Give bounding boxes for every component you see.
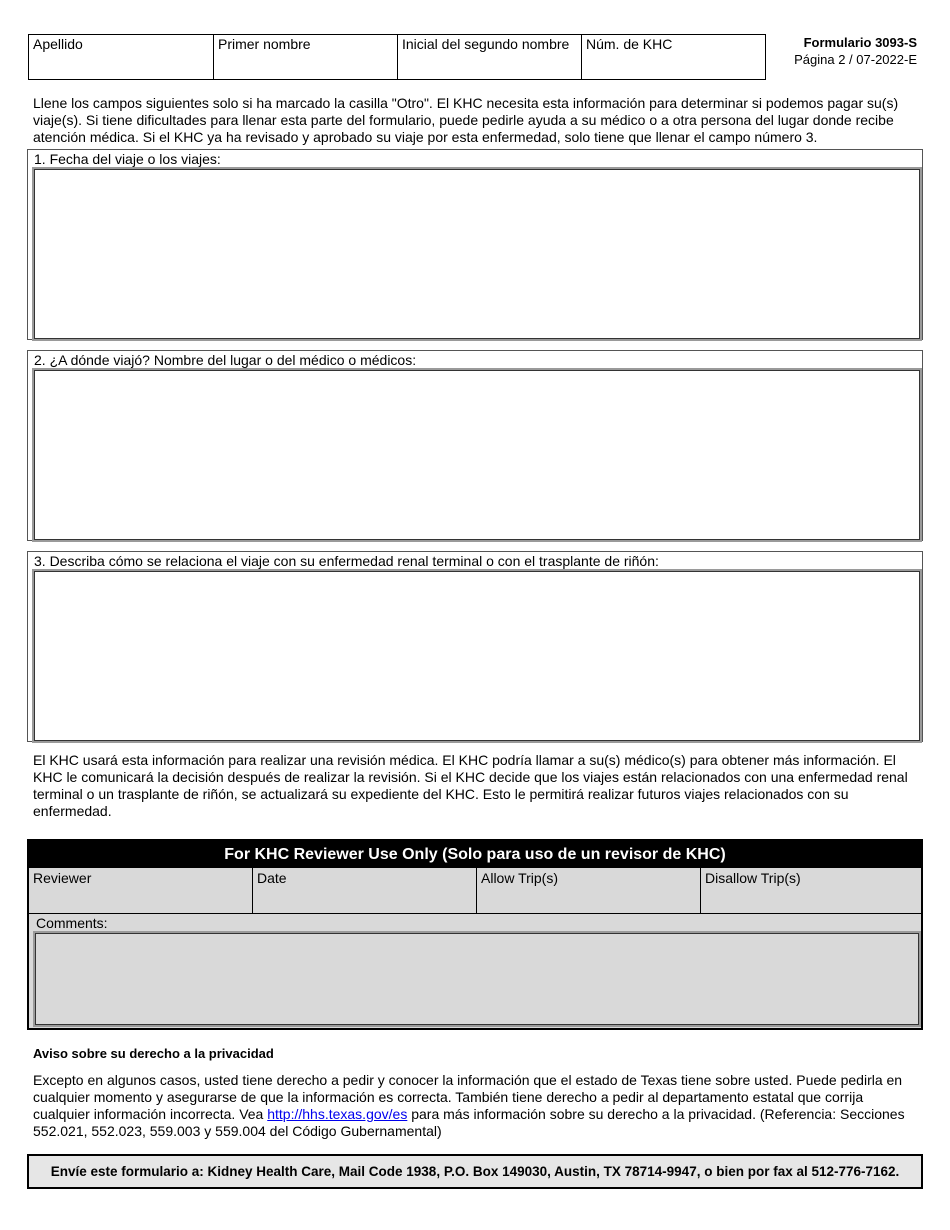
middle-initial-field[interactable]	[397, 34, 582, 80]
reviewer-label: Reviewer	[33, 870, 92, 886]
reviewer-field[interactable]	[29, 868, 253, 914]
review-date-label: Date	[257, 870, 287, 886]
comments-label: Comments:	[36, 915, 108, 931]
comments-input[interactable]	[33, 931, 921, 1027]
middle-initial-label: Inicial del segundo nombre	[402, 36, 570, 52]
intro-paragraph: Llene los campos siguientes solo si ha marcado la casilla "Otro". El KHC necesita esta información para determinar si podemos pagar su(s) viaje(s). Si tiene dificultades para llenar esta parte del formulario, puede pedirle ayuda a su médico o a otra persona del lugar donde recibe atención médica. Si el KHC ya ha revisado y aprobado su viaje por esta enfermedad, solo tiene que llenar el campo número 3.	[33, 95, 899, 145]
last-name-label: Apellido	[33, 36, 83, 52]
privacy-paragraph	[33, 1072, 919, 1140]
review-note-paragraph: El KHC usará esta información para realizar una revisión médica. El KHC podría llamar a su(s) médico(s) para obtener más información. El KHC le comunicará la decisión después de realizar la revisión. Si el KHC decide que los viajes están relacionados con una enfermedad renal terminal o un trasplante de riñón, se actualizará su expediente del KHC. Esto le permitirá realizar futuros viajes relacionados con su enfermedad.	[33, 752, 908, 819]
khc-number-field[interactable]	[581, 34, 766, 80]
trip-destination-label: 2. ¿A dónde viajó? Nombre del lugar o del médico o médicos:	[34, 352, 417, 368]
reviewer-section	[27, 839, 923, 1030]
trip-dates-label: 1. Fecha del viaje o los viajes:	[34, 151, 221, 167]
privacy-text-before: Excepto en algunos casos, usted tiene derecho a pedir y conocer la información que el estado de Texas tiene sobre usted. Puede pedirla en cualquier momento y asegurarse de que la información es correcta. También tiene derecho a pedir al departamento estatal que corrija cualquier información incorrecta. Vea	[33, 1072, 903, 1122]
page-info: Página 2 / 07-2022-E	[794, 52, 917, 67]
last-name-field[interactable]	[28, 34, 214, 80]
first-name-label: Primer nombre	[218, 36, 311, 52]
allow-trips-label: Allow Trip(s)	[481, 870, 559, 886]
disallow-trips-field[interactable]	[701, 868, 921, 914]
allow-trips-field[interactable]	[477, 868, 701, 914]
review-date-field[interactable]	[253, 868, 477, 914]
khc-number-label: Núm. de KHC	[586, 36, 673, 52]
trip-dates-section	[27, 149, 923, 340]
privacy-heading: Aviso sobre su derecho a la privacidad	[33, 1046, 274, 1061]
mailing-instructions-text: Envíe este formulario a: Kidney Health Care, Mail Code 1938, P.O. Box 149030, Austin, TX 78714-9947, o bien por fax al 512-776-7162.	[50, 1164, 900, 1179]
reviewer-section-title: For KHC Reviewer Use Only (Solo para uso de un revisor de KHC)	[29, 841, 921, 868]
trip-relation-section	[27, 551, 923, 742]
trip-relation-input[interactable]	[32, 569, 922, 743]
disallow-trips-label: Disallow Trip(s)	[705, 870, 801, 886]
first-name-field[interactable]	[213, 34, 398, 80]
trip-relation-label: 3. Describa cómo se relaciona el viaje con su enfermedad renal terminal o con el trasplante de riñón:	[34, 553, 659, 569]
privacy-link[interactable]: http://hhs.texas.gov/es	[267, 1106, 408, 1122]
trip-dates-input[interactable]	[32, 167, 922, 341]
form-number: Formulario 3093-S	[803, 35, 917, 50]
trip-destination-section	[27, 350, 923, 541]
trip-destination-input[interactable]	[32, 368, 922, 542]
mailing-instructions	[27, 1154, 923, 1189]
privacy-text-after: para más información sobre su derecho a la privacidad. (Referencia: Secciones 552.021, 552.023, 559.003 y 559.004 del Código Gubernamental)	[33, 1106, 905, 1139]
